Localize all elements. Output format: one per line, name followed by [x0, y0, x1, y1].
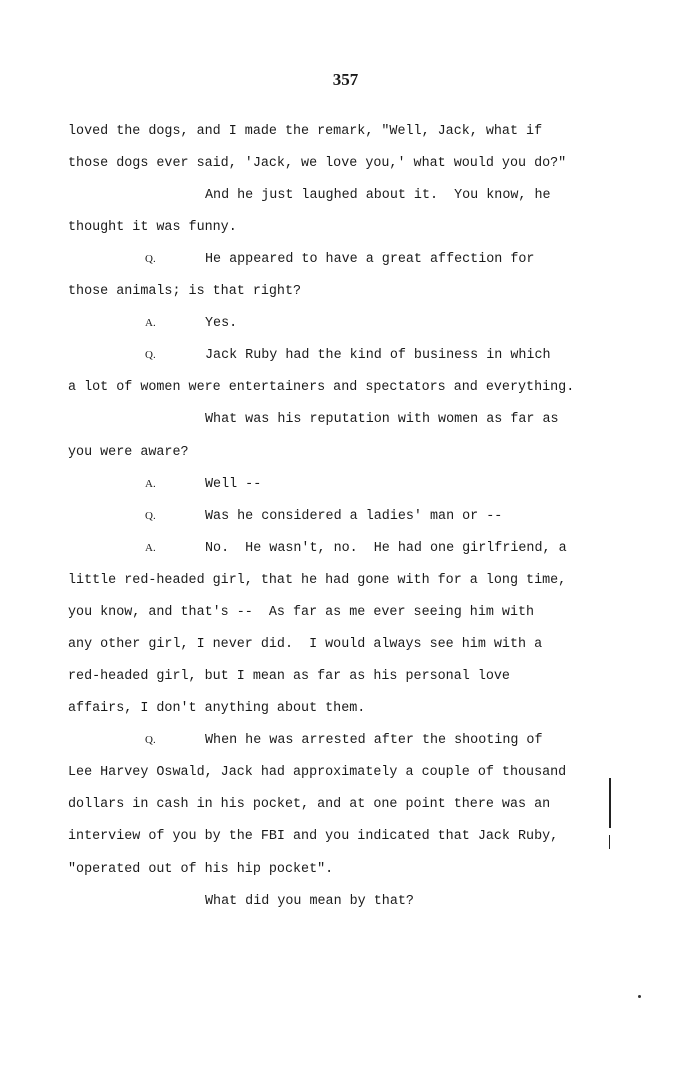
transcript-line: When he was arrested after the shooting of [205, 733, 543, 748]
transcript-line: loved the dogs, and I made the remark, "Well, Jack, what if [68, 124, 543, 139]
transcript-line: little red-headed girl, that he had gone with for a long time, [68, 573, 567, 588]
question-marker: Q. [145, 510, 156, 522]
transcript-line: Jack Ruby had the kind of business in which [205, 348, 551, 363]
transcript-line: Lee Harvey Oswald, Jack had approximately a couple of thousand [68, 765, 567, 780]
transcript-line: you know, and that's -- As far as me ever seeing him with [68, 605, 535, 620]
transcript-line: Was he considered a ladies' man or -- [205, 509, 503, 524]
transcript-line: interview of you by the FBI and you indicated that Jack Ruby, [68, 829, 559, 844]
transcript-line: "operated out of his hip pocket". [68, 862, 334, 877]
transcript-line: a lot of women were entertainers and spectators and everything. [68, 380, 575, 395]
answer-marker: A. [145, 317, 156, 329]
stray-mark [638, 995, 641, 998]
transcript-line: those animals; is that right? [68, 284, 302, 299]
transcript-line: What was his reputation with women as far as [205, 412, 559, 427]
transcript-line: What did you mean by that? [205, 894, 414, 909]
answer-marker: A. [145, 542, 156, 554]
margin-change-bar [609, 778, 611, 828]
transcript-line: affairs, I don't anything about them. [68, 701, 366, 716]
question-marker: Q. [145, 253, 156, 265]
transcript-line: those dogs ever said, 'Jack, we love you,' what would you do?" [68, 156, 567, 171]
answer-marker: A. [145, 478, 156, 490]
transcript-line: He appeared to have a great affection for [205, 252, 535, 267]
margin-change-bar-short [609, 835, 610, 849]
transcript-line: No. He wasn't, no. He had one girlfriend, a [205, 541, 567, 556]
transcript-line: any other girl, I never did. I would always see him with a [68, 637, 543, 652]
transcript-line: you were aware? [68, 445, 189, 460]
transcript-line: dollars in cash in his pocket, and at one point there was an [68, 797, 551, 812]
transcript-line: Well -- [205, 477, 262, 492]
page-number: 357 [332, 70, 359, 89]
transcript-line: Yes. [205, 316, 238, 331]
question-marker: Q. [145, 349, 156, 361]
transcript-line: red-headed girl, but I mean as far as his personal love [68, 669, 510, 684]
transcript-line: thought it was funny. [68, 220, 237, 235]
question-marker: Q. [145, 734, 156, 746]
transcript-line: And he just laughed about it. You know, he [205, 188, 551, 203]
